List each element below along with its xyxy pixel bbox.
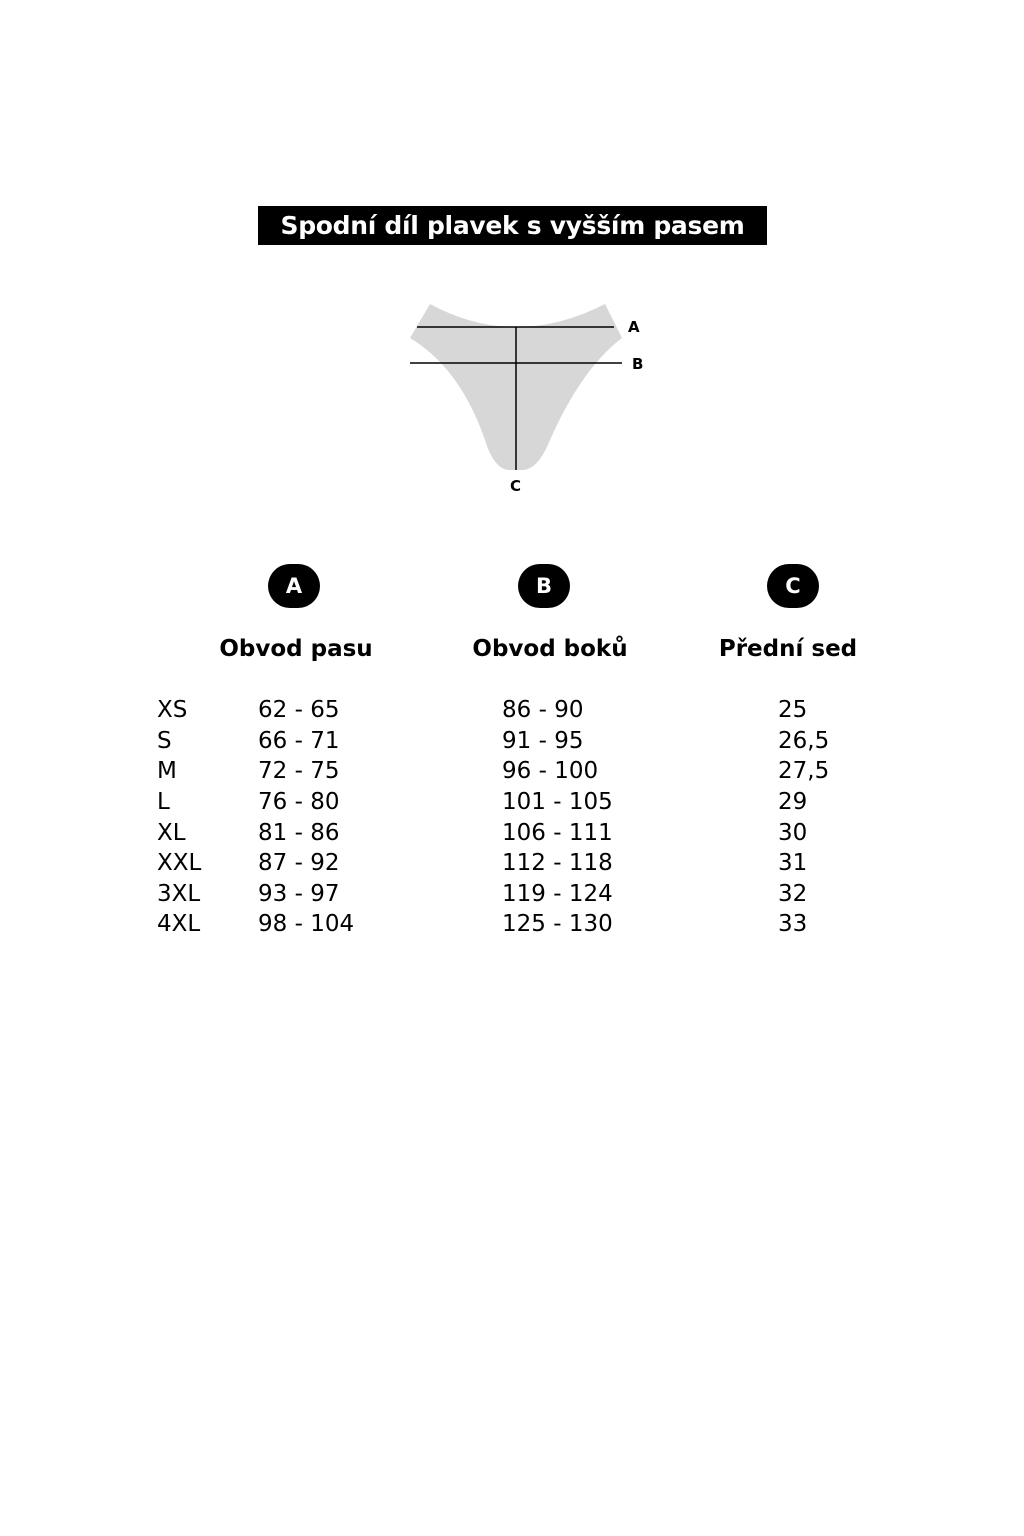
waist-cell: 81 - 86	[258, 820, 340, 846]
hip-cell: 125 - 130	[502, 911, 613, 937]
label-b: B	[632, 355, 644, 373]
hip-cell: 112 - 118	[502, 850, 613, 876]
hip-cell: 101 - 105	[502, 789, 613, 815]
size-cell: XL	[157, 820, 186, 846]
hip-cell: 96 - 100	[502, 758, 599, 784]
waist-cell: 93 - 97	[258, 881, 340, 907]
hip-cell: 86 - 90	[502, 697, 584, 723]
rise-cell: 31	[778, 850, 808, 876]
hip-cell: 119 - 124	[502, 881, 613, 907]
label-c: C	[510, 477, 522, 495]
badge-b: B	[518, 564, 570, 608]
hip-cell: 91 - 95	[502, 728, 584, 754]
size-cell: XXL	[157, 850, 202, 876]
measurement-diagram	[400, 290, 660, 510]
waist-cell: 62 - 65	[258, 697, 340, 723]
header-front-rise: Přední sed	[718, 636, 858, 662]
size-cell: 3XL	[157, 881, 201, 907]
badge-a: A	[268, 564, 320, 608]
header-hips: Obvod boků	[472, 636, 628, 662]
size-cell: L	[157, 789, 170, 815]
waist-cell: 72 - 75	[258, 758, 340, 784]
hip-cell: 106 - 111	[502, 820, 613, 846]
size-cell: M	[157, 758, 177, 784]
swimwear-bottom-diagram	[400, 290, 660, 510]
rise-cell: 29	[778, 789, 808, 815]
waist-cell: 98 - 104	[258, 911, 355, 937]
rise-cell: 32	[778, 881, 808, 907]
rise-cell: 27,5	[778, 758, 830, 784]
badge-c: C	[767, 564, 819, 608]
rise-cell: 26,5	[778, 728, 830, 754]
label-a: A	[628, 318, 640, 336]
waist-cell: 87 - 92	[258, 850, 340, 876]
waist-cell: 66 - 71	[258, 728, 340, 754]
rise-cell: 30	[778, 820, 808, 846]
size-cell: 4XL	[157, 911, 201, 937]
waist-cell: 76 - 80	[258, 789, 340, 815]
rise-cell: 25	[778, 697, 808, 723]
rise-cell: 33	[778, 911, 808, 937]
header-waist: Obvod pasu	[219, 636, 373, 662]
page-title: Spodní díl plavek s vyšším pasem	[258, 206, 767, 245]
size-cell: XS	[157, 697, 188, 723]
size-cell: S	[157, 728, 172, 754]
